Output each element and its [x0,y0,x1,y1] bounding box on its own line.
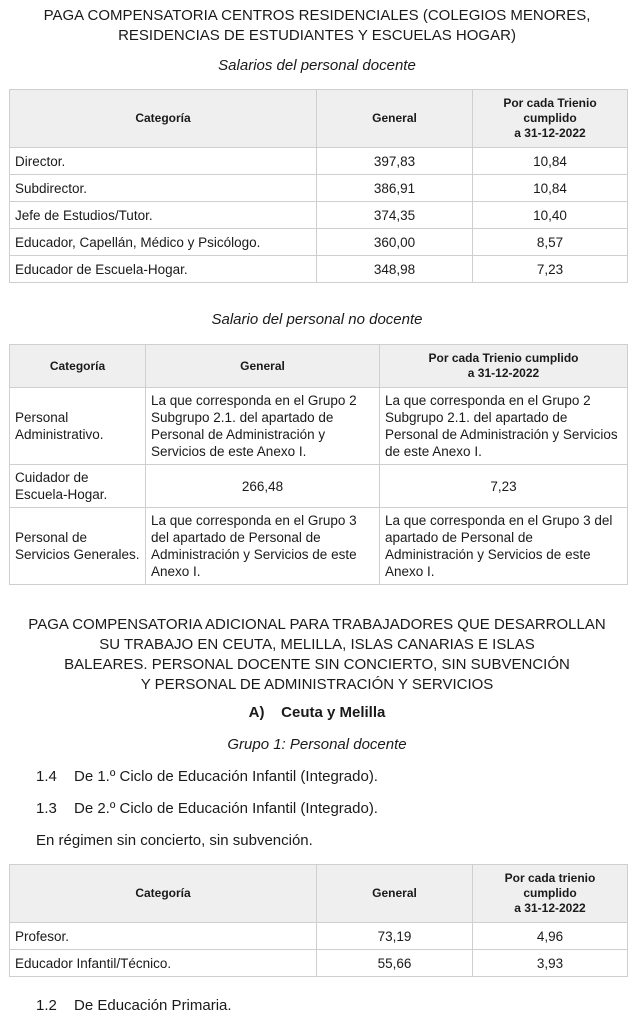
subsection-letter: A) [248,704,265,721]
cell-trienio: 4,96 [473,923,628,950]
cell-general: 266,48 [146,465,380,508]
header-general: General [146,345,380,388]
table-row [10,465,628,508]
cell-trienio: 10,84 [473,148,628,175]
title-line: SU TRABAJO EN CEUTA, MELILLA, ISLAS CANARIAS E ISLAS [99,636,535,653]
item-number: 1.4 [36,768,57,785]
item-number: 1.2 [36,997,57,1014]
header-trienio: Por cada trienio cumplido a 31-12-2022 [473,865,628,923]
cell-trienio: 7,23 [473,256,628,283]
cell-general: 73,19 [317,923,473,950]
table-row [10,508,628,585]
group-caption: Grupo 1: Personal docente [227,736,407,753]
cell-categoria: Educador, Capellán, Médico y Psicólogo. [10,229,317,256]
table-row [10,148,628,175]
cell-trienio: 10,40 [473,202,628,229]
header-trienio: Por cada Trienio cumplido a 31-12-2022 [473,90,628,148]
list-item [36,996,232,1016]
title-line: Y PERSONAL DE ADMINISTRACIÓN Y SERVICIOS [140,676,494,693]
cell-categoria: Personal de Servicios Generales. [10,508,146,585]
cell-general: 386,91 [317,175,473,202]
cell-general: 374,35 [317,202,473,229]
subsection-heading [0,703,634,723]
title-line: PAGA COMPENSATORIA CENTROS RESIDENCIALES (COLEGIOS MENORES, [43,7,591,24]
title-line: BALEARES. PERSONAL DOCENTE SIN CONCIERTO, SIN SUBVENCIÓN [64,656,570,673]
cell-trienio: La que corresponda en el Grupo 3 del apartado de Personal de Administración y Servicios de este Anexo I. [380,508,628,585]
cell-general: 55,66 [317,950,473,977]
table-caption-no-docente: Salario del personal no docente [211,311,423,328]
header-trienio: Por cada Trienio cumplido a 31-12-2022 [380,345,628,388]
cell-trienio: 3,93 [473,950,628,977]
cell-trienio: 10,84 [473,175,628,202]
header-categoria: Categoría [10,345,146,388]
cell-categoria: Director. [10,148,317,175]
cell-general: La que corresponda en el Grupo 3 del apartado de Personal de Administración y Servicios de este Anexo I. [146,508,380,585]
title-line: RESIDENCIAS DE ESTUDIANTES Y ESCUELAS HOGAR) [118,27,516,44]
table-row [10,202,628,229]
table-row [10,388,628,465]
table-row [10,256,628,283]
cell-trienio: 7,23 [380,465,628,508]
regime-note: En régimen sin concierto, sin subvención. [36,832,313,849]
title-line: PAGA COMPENSATORIA ADICIONAL PARA TRABAJADORES QUE DESARROLLAN [28,616,606,633]
table-row [10,175,628,202]
item-text: De 2.º Ciclo de Educación Infantil (Integrado). [74,800,378,817]
cell-categoria: Subdirector. [10,175,317,202]
list-item [36,767,378,787]
cell-categoria: Profesor. [10,923,317,950]
section-title-paga-adicional [0,615,634,695]
table-header-row [10,345,628,388]
header-general: General [317,865,473,923]
section-title-residenciales [0,6,634,46]
cell-categoria: Personal Administrativo. [10,388,146,465]
cell-categoria: Educador de Escuela-Hogar. [10,256,317,283]
cell-trienio: 8,57 [473,229,628,256]
cell-categoria: Cuidador de Escuela-Hogar. [10,465,146,508]
table-row [10,950,628,977]
table-header-row [10,90,628,148]
header-general: General [317,90,473,148]
cell-categoria: Educador Infantil/Técnico. [10,950,317,977]
cell-general: 397,83 [317,148,473,175]
item-text: De Educación Primaria. [74,997,232,1014]
table-personal-docente [9,89,628,283]
list-item [36,799,378,819]
item-text: De 1.º Ciclo de Educación Infantil (Integrado). [74,768,378,785]
table-caption-docente: Salarios del personal docente [218,57,416,74]
table-personal-no-docente [9,344,628,585]
cell-general: 360,00 [317,229,473,256]
cell-general: 348,98 [317,256,473,283]
cell-categoria: Jefe de Estudios/Tutor. [10,202,317,229]
cell-general: La que corresponda en el Grupo 2 Subgrupo 2.1. del apartado de Personal de Administración y Servicios de este Anexo I. [146,388,380,465]
cell-trienio: La que corresponda en el Grupo 2 Subgrupo 2.1. del apartado de Personal de Administración y Servicios de este Anexo I. [380,388,628,465]
table-header-row [10,865,628,923]
header-categoria: Categoría [10,865,317,923]
table-ceuta-melilla-docente [9,864,628,977]
table-row [10,923,628,950]
item-number: 1.3 [36,800,57,817]
table-row [10,229,628,256]
header-categoria: Categoría [10,90,317,148]
subsection-label: Ceuta y Melilla [281,704,386,721]
